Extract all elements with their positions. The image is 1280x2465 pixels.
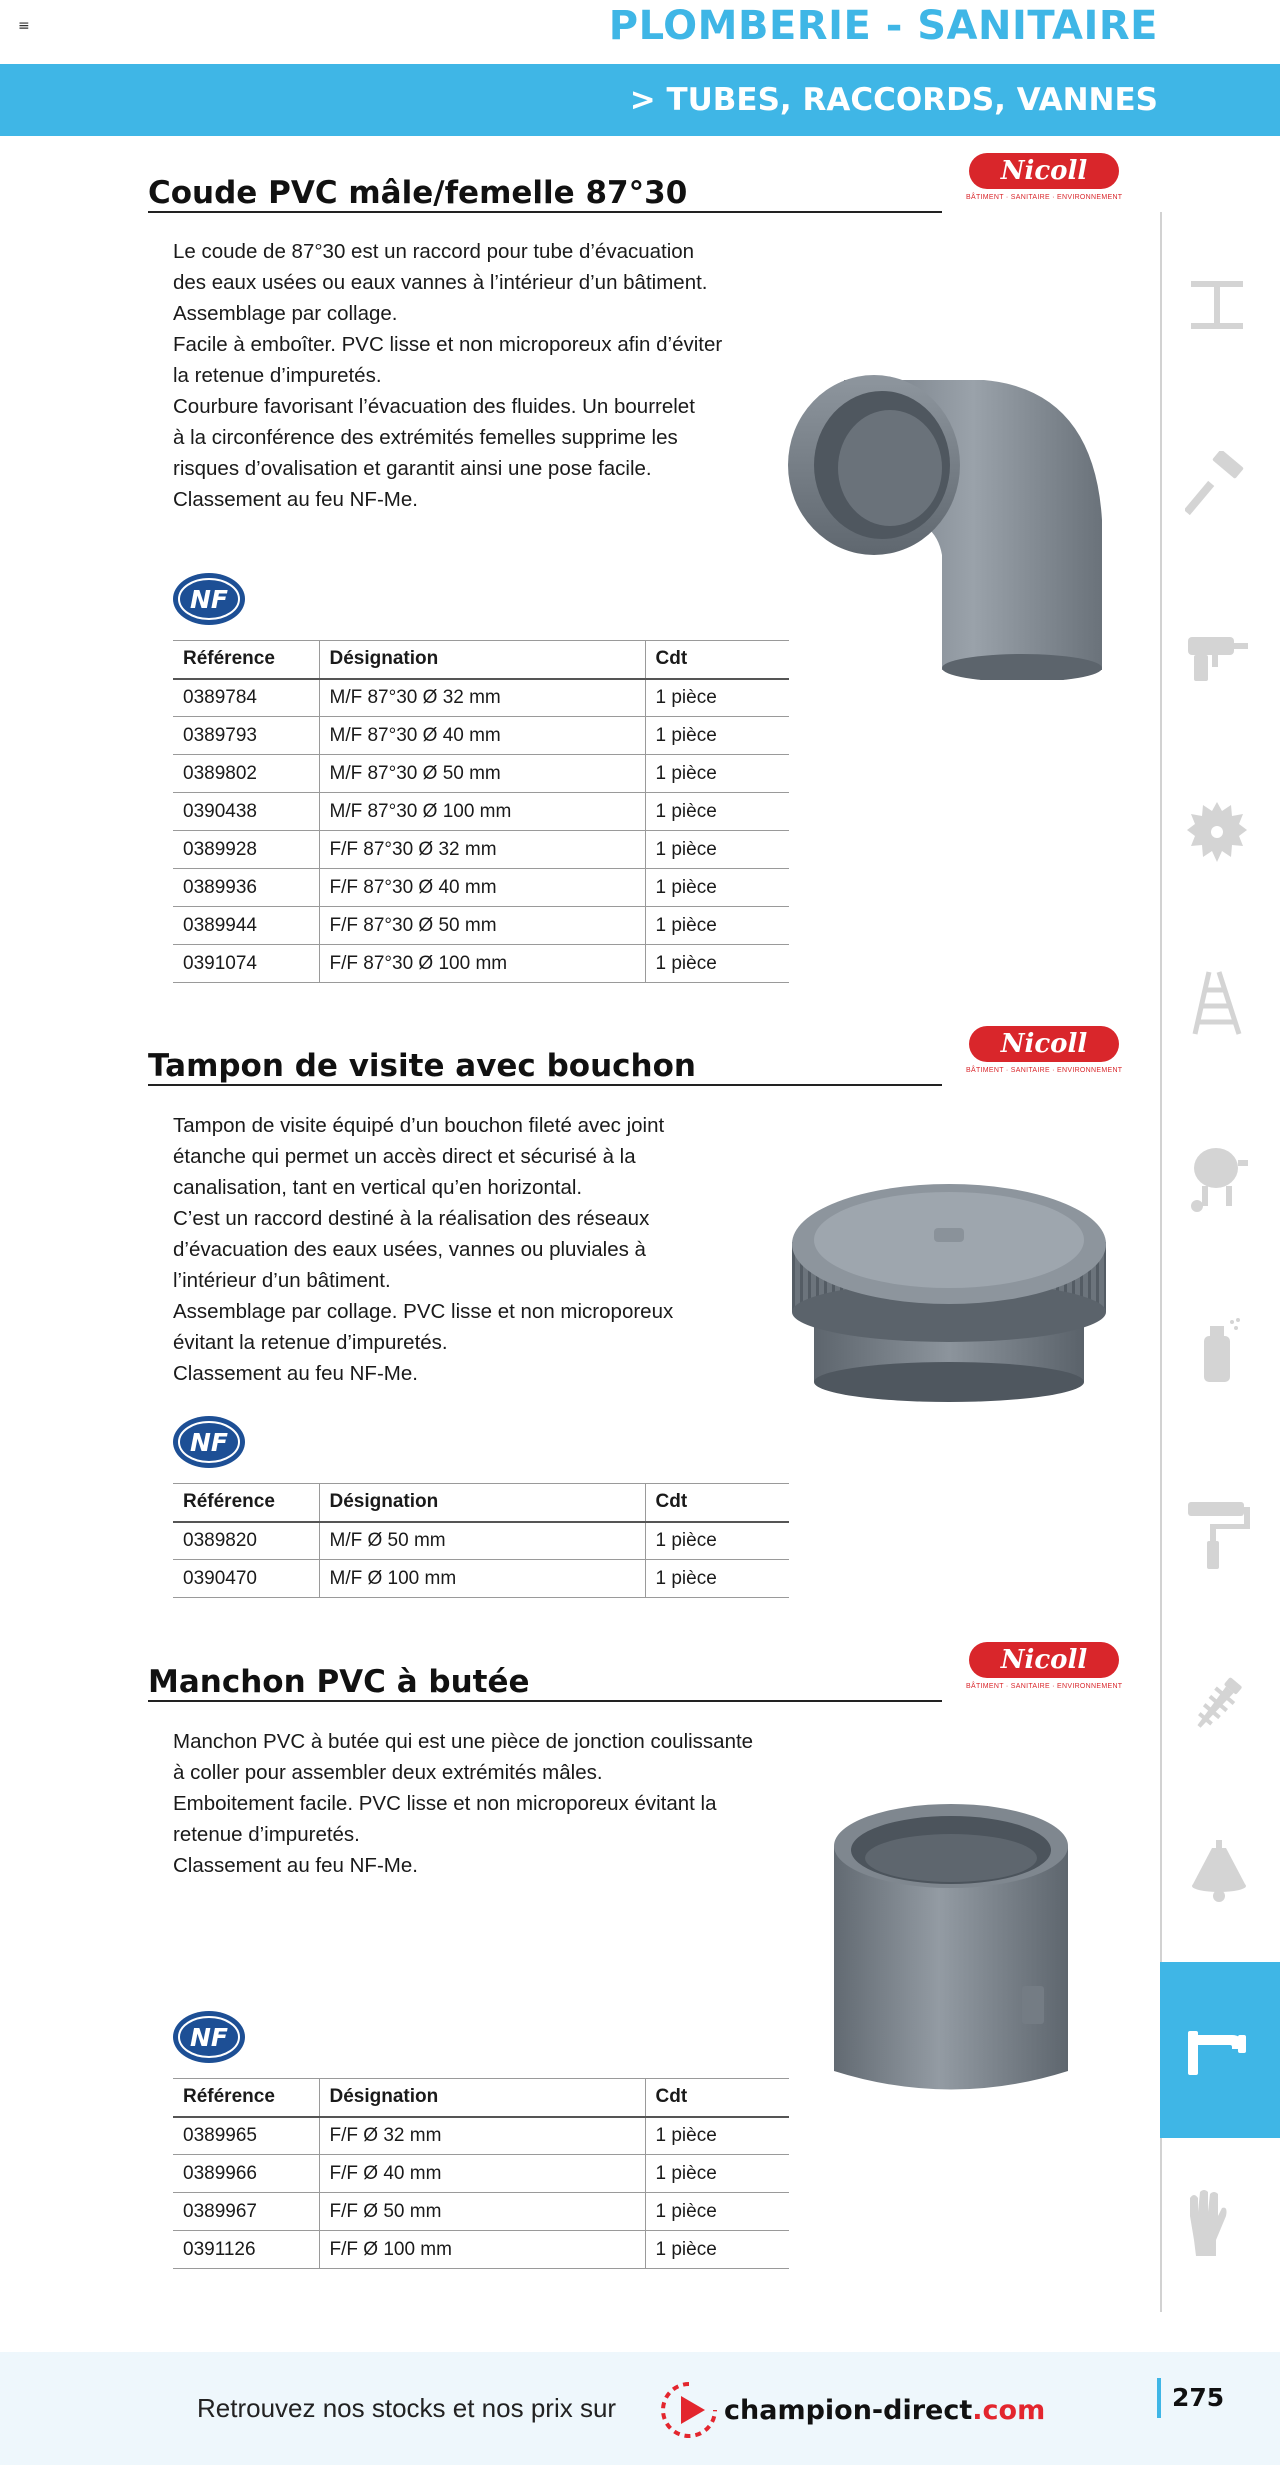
table-header-row: [173, 2079, 789, 2117]
description-line: à coller pour assembler deux extrémités mâles.: [173, 1761, 603, 1784]
packaging-cell: 1 pièce: [645, 2155, 789, 2193]
reference-cell: 0389928: [173, 831, 319, 869]
nf-badge-label: NF: [189, 1428, 229, 1457]
play-logo-icon: [660, 2381, 718, 2439]
brand-logo-tagline: BÂTIMENT · SANITAIRE · ENVIRONNEMENT: [966, 1067, 1123, 1074]
product-title: Tampon de visite avec bouchon: [148, 1048, 696, 1084]
cement-mixer-icon[interactable]: [1172, 1134, 1262, 1224]
designation-cell: F/F 87°30 Ø 40 mm: [319, 869, 645, 907]
brand-logo-tagline: BÂTIMENT · SANITAIRE · ENVIRONNEMENT: [966, 1683, 1123, 1690]
nf-certification-badge: [172, 1415, 246, 1469]
packaging-cell: 1 pièce: [645, 945, 789, 983]
nf-certification-badge: [172, 572, 246, 626]
designation-cell: M/F 87°30 Ø 32 mm: [319, 679, 645, 717]
footer-text: Retrouvez nos stocks et nos prix sur: [197, 2393, 617, 2423]
reference-cell: 0389965: [173, 2117, 319, 2155]
description-line: à la circonférence des extrémités femelles supprime les: [173, 426, 678, 449]
table-row: [173, 2193, 789, 2231]
packaging-cell: 1 pièce: [645, 2193, 789, 2231]
table-row: [173, 717, 789, 755]
brand-logo: [966, 1026, 1122, 1084]
column-header: Référence: [173, 641, 319, 679]
brand-logo: [966, 1642, 1122, 1700]
pvc-coupling-image: [826, 1796, 1076, 2096]
table-row: [173, 869, 789, 907]
beam-icon[interactable]: [1172, 260, 1262, 350]
title-divider: [148, 211, 942, 213]
brand-logo-name: Nicoll: [969, 1026, 1119, 1062]
column-header: Désignation: [319, 2079, 645, 2117]
nf-certification-badge: [172, 2010, 246, 2064]
reference-cell: 0389966: [173, 2155, 319, 2193]
table-row: [173, 679, 789, 717]
description-line: étanche qui permet un accès direct et sécurisé à la: [173, 1145, 636, 1168]
reference-cell: 0389936: [173, 869, 319, 907]
reference-cell: 0389820: [173, 1522, 319, 1560]
description-line: Le coude de 87°30 est un raccord pour tube d’évacuation: [173, 240, 695, 263]
paint-roller-icon[interactable]: [1172, 1490, 1262, 1580]
table-row: [173, 2155, 789, 2193]
nf-badge-label: NF: [189, 585, 229, 614]
description-line: C’est un raccord destiné à la réalisation des réseaux: [173, 1207, 650, 1230]
description-line: la retenue d’impuretés.: [173, 364, 382, 387]
page-number: 275: [1172, 2383, 1225, 2412]
access-plug-image: [784, 1162, 1114, 1402]
nf-badge-label: NF: [189, 2023, 229, 2052]
packaging-cell: 1 pièce: [645, 717, 789, 755]
ladder-icon[interactable]: [1172, 958, 1262, 1048]
table-row: [173, 755, 789, 793]
packaging-cell: 1 pièce: [645, 755, 789, 793]
brand-logo-name: Nicoll: [969, 153, 1119, 189]
table-row: [173, 2231, 789, 2269]
description-line: Assemblage par collage.: [173, 302, 398, 325]
reference-table: [173, 640, 789, 983]
column-header: Référence: [173, 2079, 319, 2117]
designation-cell: F/F 87°30 Ø 50 mm: [319, 907, 645, 945]
brand-logo-tagline: BÂTIMENT · SANITAIRE · ENVIRONNEMENT: [966, 194, 1123, 201]
elbow-pipe-image: [784, 370, 1114, 680]
description-line: risques d’ovalisation et garantit ainsi une pose facile.: [173, 457, 652, 480]
product-description: [173, 1726, 763, 1881]
description-line: Classement au feu NF-Me.: [173, 1362, 418, 1385]
footer-brand-tld: .com: [972, 2394, 1046, 2426]
table-row: [173, 945, 789, 983]
reference-cell: 0389944: [173, 907, 319, 945]
designation-cell: F/F Ø 32 mm: [319, 2117, 645, 2155]
table-row: [173, 2117, 789, 2155]
product-title: Manchon PVC à butée: [148, 1664, 530, 1700]
designation-cell: M/F 87°30 Ø 40 mm: [319, 717, 645, 755]
footer-brand-name: [724, 2395, 1045, 2426]
designation-cell: F/F Ø 100 mm: [319, 2231, 645, 2269]
column-header: Désignation: [319, 1484, 645, 1522]
footer: [0, 2352, 1280, 2465]
description-line: Emboitement facile. PVC lisse et non microporeux évitant la: [173, 1792, 717, 1815]
table-row: [173, 1560, 789, 1598]
reference-cell: 0389802: [173, 755, 319, 793]
reference-table: [173, 1483, 789, 1598]
pipe-icon[interactable]: [1172, 2006, 1262, 2096]
designation-cell: M/F Ø 50 mm: [319, 1522, 645, 1560]
description-line: retenue d’impuretés.: [173, 1823, 360, 1846]
subcategory-title: > TUBES, RACCORDS, VANNES: [629, 82, 1158, 118]
designation-cell: M/F 87°30 Ø 50 mm: [319, 755, 645, 793]
packaging-cell: 1 pièce: [645, 2117, 789, 2155]
brand-logo-name: Nicoll: [969, 1642, 1119, 1678]
description-line: l’intérieur d’un bâtiment.: [173, 1269, 391, 1292]
reference-cell: 0390470: [173, 1560, 319, 1598]
packaging-cell: 1 pièce: [645, 831, 789, 869]
hammer-icon[interactable]: [1172, 438, 1262, 528]
designation-cell: F/F 87°30 Ø 32 mm: [319, 831, 645, 869]
designation-cell: F/F Ø 50 mm: [319, 2193, 645, 2231]
reference-cell: 0391074: [173, 945, 319, 983]
gloves-icon[interactable]: [1172, 2178, 1262, 2268]
description-line: Classement au feu NF-Me.: [173, 488, 418, 511]
reference-cell: 0389784: [173, 679, 319, 717]
column-header: Cdt: [645, 641, 789, 679]
description-line: Classement au feu NF-Me.: [173, 1854, 418, 1877]
packaging-cell: 1 pièce: [645, 793, 789, 831]
column-header: Cdt: [645, 1484, 789, 1522]
designation-cell: F/F 87°30 Ø 100 mm: [319, 945, 645, 983]
packaging-cell: 1 pièce: [645, 869, 789, 907]
page-number-divider: [1157, 2378, 1161, 2418]
description-line: Tampon de visite équipé d’un bouchon fileté avec joint: [173, 1114, 665, 1137]
title-divider: [148, 1700, 942, 1702]
reference-cell: 0391126: [173, 2231, 319, 2269]
description-line: Courbure favorisant l’évacuation des fluides. Un bourrelet: [173, 395, 695, 418]
description-line: canalisation, tant en vertical qu’en horizontal.: [173, 1176, 583, 1199]
packaging-cell: 1 pièce: [645, 2231, 789, 2269]
product-description: [173, 236, 763, 515]
menu-icon[interactable]: ≡: [18, 18, 30, 34]
reference-table: [173, 2078, 789, 2269]
saw-blade-icon[interactable]: [1172, 787, 1262, 877]
description-line: Facile à emboîter. PVC lisse et non microporeux afin d’éviter: [173, 333, 723, 356]
lamp-icon[interactable]: [1172, 1828, 1262, 1918]
footer-brand-main: champion-direct: [724, 2394, 973, 2426]
table-row: [173, 907, 789, 945]
packaging-cell: 1 pièce: [645, 1560, 789, 1598]
table-row: [173, 831, 789, 869]
column-header: Désignation: [319, 641, 645, 679]
packaging-cell: 1 pièce: [645, 679, 789, 717]
reference-cell: 0389793: [173, 717, 319, 755]
packaging-cell: 1 pièce: [645, 907, 789, 945]
designation-cell: M/F Ø 100 mm: [319, 1560, 645, 1598]
description-line: des eaux usées ou eaux vannes à l’intérieur d’un bâtiment.: [173, 271, 708, 294]
description-line: d’évacuation des eaux usées, vannes ou pluviales à: [173, 1238, 646, 1261]
brand-logo: [966, 153, 1122, 211]
table-row: [173, 793, 789, 831]
packaging-cell: 1 pièce: [645, 1522, 789, 1560]
champion-direct-link[interactable]: [660, 2380, 1045, 2440]
product-description: [173, 1110, 763, 1389]
table-row: [173, 1522, 789, 1560]
column-header: Référence: [173, 1484, 319, 1522]
screw-icon[interactable]: [1172, 1660, 1262, 1750]
table-header-row: [173, 641, 789, 679]
designation-cell: F/F Ø 40 mm: [319, 2155, 645, 2193]
page-category-title: PLOMBERIE - SANITAIRE: [608, 3, 1158, 49]
designation-cell: M/F 87°30 Ø 100 mm: [319, 793, 645, 831]
title-divider: [148, 1084, 942, 1086]
description-line: Manchon PVC à butée qui est une pièce de jonction coulissante: [173, 1730, 754, 1753]
product-title: Coude PVC mâle/femelle 87°30: [148, 175, 688, 211]
table-header-row: [173, 1484, 789, 1522]
drill-icon[interactable]: [1172, 612, 1262, 702]
description-line: évitant la retenue d’impuretés.: [173, 1331, 448, 1354]
column-header: Cdt: [645, 2079, 789, 2117]
description-line: Assemblage par collage. PVC lisse et non microporeux: [173, 1300, 674, 1323]
reference-cell: 0389967: [173, 2193, 319, 2231]
spray-can-icon[interactable]: [1172, 1306, 1262, 1396]
reference-cell: 0390438: [173, 793, 319, 831]
subcategory-band: [0, 64, 1280, 136]
